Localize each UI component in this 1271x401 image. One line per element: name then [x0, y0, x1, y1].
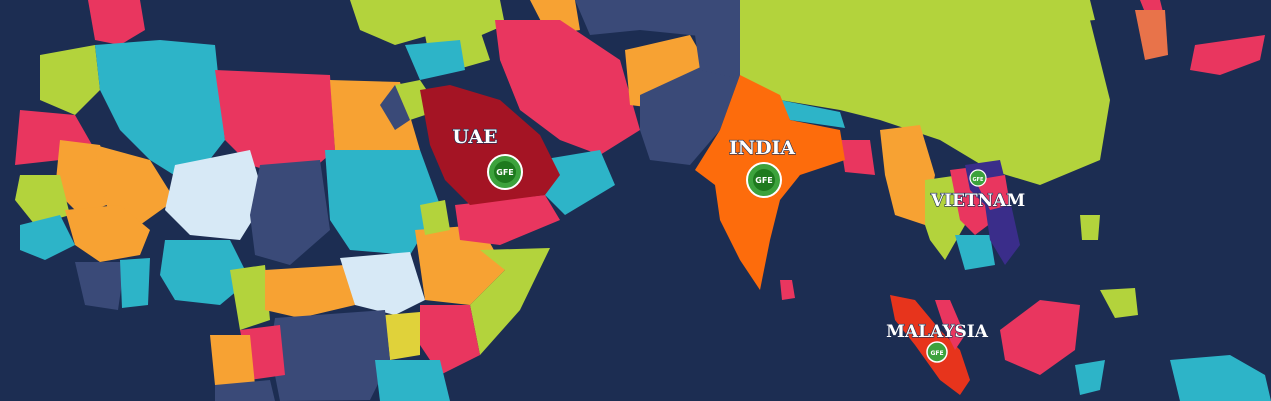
- region-tanzania-teal: [375, 360, 450, 401]
- region-angola-orange: [210, 335, 255, 385]
- region-uganda-lime: [385, 312, 420, 360]
- gfe-logo-icon: [927, 342, 947, 362]
- gfe-logo-text: GFE: [972, 177, 984, 183]
- marker-label-india: INDIA: [728, 137, 796, 159]
- gfe-logo-text: GFE: [496, 168, 514, 177]
- marker-label-malaysia: MALAYSIA: [886, 322, 988, 342]
- region-drc-navy: [270, 310, 390, 401]
- marker-label-vietnam: VIETNAM: [930, 191, 1026, 211]
- gfe-logo-text: GFE: [930, 350, 944, 357]
- gfe-logo-icon: [488, 155, 522, 189]
- marker-label-uae: UAE: [452, 126, 498, 148]
- region-bangladesh-pink: [840, 140, 875, 175]
- gfe-logo-icon: [747, 163, 781, 197]
- gfe-logo-text: GFE: [755, 176, 773, 185]
- gfe-logo-icon: [970, 170, 986, 186]
- region-eritrea-lime: [420, 200, 450, 235]
- region-philippines-lime: [1080, 215, 1100, 240]
- region-ghana-teal: [120, 258, 150, 308]
